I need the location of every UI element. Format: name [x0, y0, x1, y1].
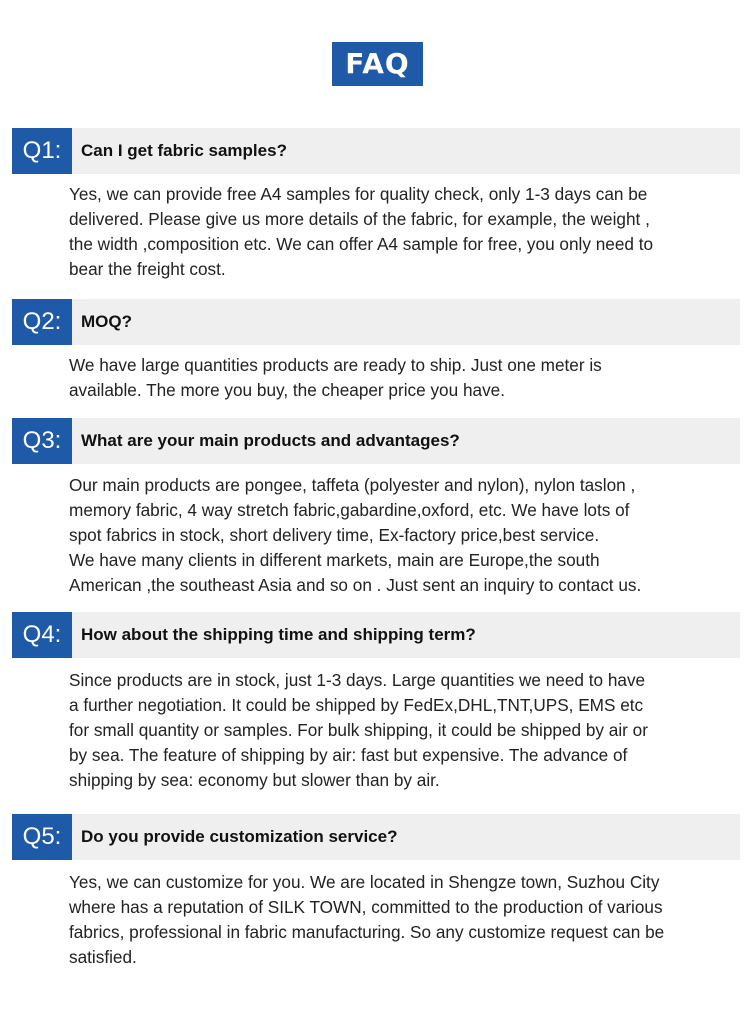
question-number: Q4:	[12, 612, 72, 658]
answer-line: delivered. Please give us more details of the fabric, for example, the weight ,	[69, 209, 650, 229]
answer-line: where has a reputation of SILK TOWN, committed to the production of various	[69, 897, 663, 917]
question-text: How about the shipping time and shipping term?	[81, 625, 476, 644]
answer-line: fabrics, professional in fabric manufacturing. So any customize request can be	[69, 922, 665, 942]
answer-line: American ,the southeast Asia and so on . Just sent an inquiry to contact us.	[69, 575, 642, 595]
question-bar	[12, 814, 740, 860]
question-number: Q1:	[12, 128, 72, 174]
answer-line: Yes, we can provide free A4 samples for quality check, only 1-3 days can be	[69, 184, 648, 204]
question-bar	[12, 299, 740, 345]
faq-title: FAQ	[332, 42, 423, 86]
answer-line: Our main products are pongee, taffeta (polyester and nylon), nylon taslon ,	[69, 475, 636, 495]
answer-line: a further negotiation. It could be shipped by FedEx,DHL,TNT,UPS, EMS etc	[69, 695, 644, 715]
answer-line: satisfied.	[69, 947, 137, 967]
question-bar	[12, 612, 740, 658]
faq-item-3	[12, 418, 740, 464]
answer-line: memory fabric, 4 way stretch fabric,gabardine,oxford, etc. We have lots of	[69, 500, 630, 520]
question-text: Do you provide customization service?	[81, 827, 398, 846]
faq-item-2	[12, 299, 740, 345]
answer-line: the width ,composition etc. We can offer A4 sample for free, you only need to	[69, 234, 654, 254]
answer-line: spot fabrics in stock, short delivery time, Ex-factory price,best service.	[69, 525, 600, 545]
answer-4	[69, 668, 709, 793]
question-bar	[12, 418, 740, 464]
faq-item-4	[12, 612, 740, 658]
question-text: What are your main products and advantages?	[81, 431, 460, 450]
faq-item-1	[12, 128, 740, 174]
question-number: Q2:	[12, 299, 72, 345]
question-text: MOQ?	[81, 312, 132, 331]
answer-line: by sea. The feature of shipping by air: fast but expensive. The advance of	[69, 745, 628, 765]
answer-line: bear the freight cost.	[69, 259, 226, 279]
answer-line: Since products are in stock, just 1-3 days. Large quantities we need to have	[69, 670, 646, 690]
answer-line: We have large quantities products are ready to ship. Just one meter is	[69, 355, 602, 375]
answer-1	[69, 182, 709, 282]
question-bar	[12, 128, 740, 174]
answer-line: We have many clients in different markets, main are Europe,the south	[69, 550, 600, 570]
question-text: Can I get fabric samples?	[81, 141, 287, 160]
answer-5	[69, 870, 709, 970]
answer-line: available. The more you buy, the cheaper price you have.	[69, 380, 505, 400]
question-number: Q3:	[12, 418, 72, 464]
answer-3	[69, 473, 709, 598]
answer-line: Yes, we can customize for you. We are located in Shengze town, Suzhou City	[69, 872, 660, 892]
faq-item-5	[12, 814, 740, 860]
question-number: Q5:	[12, 814, 72, 860]
answer-line: shipping by sea: economy but slower than by air.	[69, 770, 440, 790]
answer-2	[69, 353, 709, 403]
answer-line: for small quantity or samples. For bulk shipping, it could be shipped by air or	[69, 720, 648, 740]
